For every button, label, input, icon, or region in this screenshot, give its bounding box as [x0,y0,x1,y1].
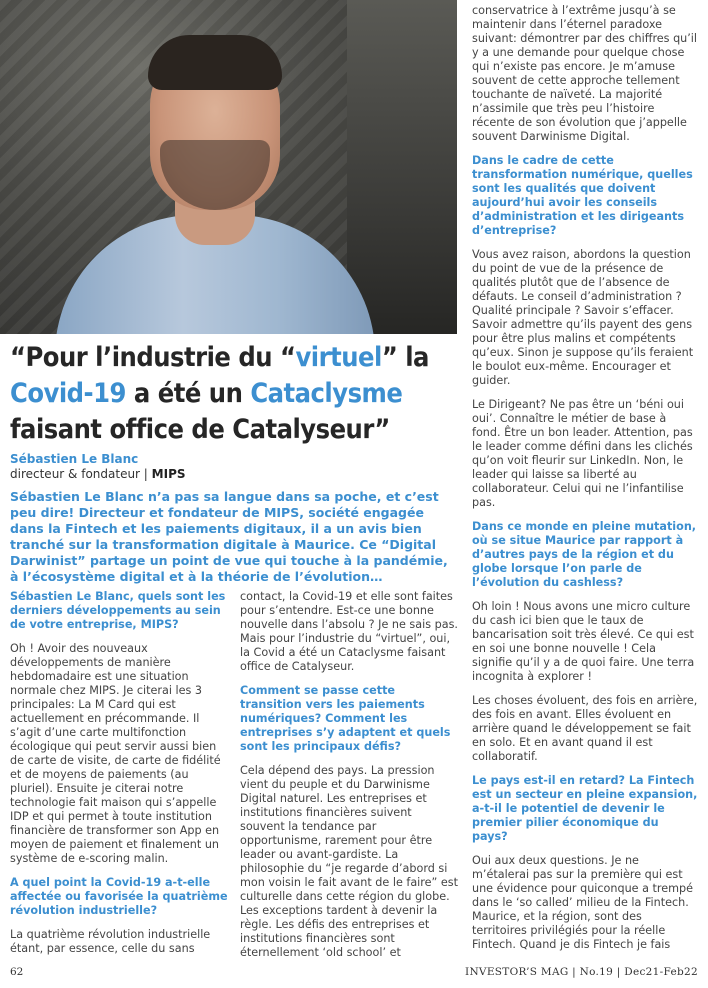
interview-answer: conservatrice à l’extrême jusqu’à se maintenir dans l’éternel paradoxe suivant: démontrer par des chiffres qu’il y a une demande pour quelque chose qui n’existe pas encore. Je m’amuse souvent de cette approche tellement touchante de naïveté. La majorité n’assimile que très peu l’histoire récente de son évolution que j’appelle souvent Darwinisme Digital. [472,4,698,143]
interview-answer: La quatrième révolution industrielle étant, par essence, celle du sans [10,928,211,955]
role-text: directeur & fondateur | [10,467,148,481]
interview-question: A quel point la Covid-19 a-t-elle affectée ou favorisée la quatrième révolution industrielle? [10,876,228,917]
interview-question: Comment se passe cette transition vers les paiements numériques? Comment les entreprises s’y adaptent et quels sont les principaux défis? [240,684,451,753]
title-part: faisant office de Catalyseur” [10,414,390,445]
title-part: a été un [125,378,251,409]
interview-answer: Cela dépend des pays. La pression vient du peuple et du Darwinisme Digital naturel. Les entreprises et institutions financières suivent souvent la tendance par opportunisme, rarement pour être leader ou avant-gardiste. La philosophie du “je regarde d’abord si mon voisin le fait avant de le faire” est culturelle dans cette région du globe. Les exceptions tardent à devenir la règle. Les défis des entreprises et institutions financières sont éternellement ‘old school’ et [240,764,458,959]
title-part: ” la [381,342,429,373]
column-3 [472,4,698,962]
page-number: 62 [10,966,24,978]
wall-shadow [347,0,457,334]
column-2 [240,590,458,970]
page-footer [0,962,708,982]
interview-answer: Oui aux deux questions. Je ne m’étalerai pas sur la première qui est une évidence pour quiconque a trempé dans le ‘so called’ milieu de la Fintech. Maurice, et la région, sont des territoires privilégiés pour la réelle Fintech. Quand je dis Fintech je fais [472,854,694,951]
interview-answer: Le Dirigeant? Ne pas être un ‘béni oui oui’. Connaître le métier de base à fond. Être un bon leader. Attention, pas le leader comme défini dans les clichés qu’on voit fleurir sur LinkedIn. Non, le leader qui laisse sa liberté au collaborateur. Celui qui ne l’infantilise pas. [472,398,693,509]
interview-answer: Les choses évoluent, des fois en arrière, des fois en avant. Elles évoluent en arrière quand le développement se fait en solo. Et en avant quand il est collaboratif. [472,694,698,763]
hair [148,35,282,90]
title-highlight-virtuel: virtuel [295,342,382,373]
title-highlight-cataclysme: Cataclysme [250,378,403,409]
company-name: MIPS [151,467,186,481]
magazine-issue: INVESTOR’S MAG | No.19 | Dec21-Feb22 [465,966,698,978]
article-intro: Sébastien Le Blanc n’a pas sa langue dans sa poche, et c’est peu dire! Directeur et fondateur de MIPS, société engagée dans la Fintech et les paiements digitaux, il a un avis bien tranché sur la transformation digitale à Maurice. Ce “Digital Darwinist” partage un point de vue qui touche à la pandémie, à l’écosystème digital et à la théorie de l’évolution… [10,489,448,584]
interview-question: Dans ce monde en pleine mutation, où se situe Maurice par rapport à d’autres pays de la région et du globe lorsque l’on parle de l’évolution du cashless? [472,520,697,589]
column-1 [10,590,228,966]
interview-answer: Oh ! Avoir des nouveaux développements de manière hebdomadaire est une situation normale chez MIPS. Je citerai les 3 principales: La M Card qui est actuellement en précommande. Il s’agit d’une carte multifonction écologique qui peut servir aussi bien de carte de visite, de carte de fidélité et de moyens de paiements (au pluriel). Ensuite je citerai notre technologie fait maison qui s’appelle IDP et qui permet à toute institution financière de transformer son App en moyen de paiement et finalement un système de e-scoring malin. [10,642,221,865]
interview-answer: contact, la Covid-19 et elle sont faites pour s’entendre. Est-ce une bonne nouvelle dans l’absolu ? Je ne sais pas. Mais pour l’industrie du “virtuel”, oui, la Covid a été un Cataclysme faisant office de Catalyseur. [240,590,458,673]
interview-question: Le pays est-il en retard? La Fintech est un secteur en pleine expansion, a-t-il le potentiel de devenir le premier pilier économique du pays? [472,774,698,843]
interview-question: Sébastien Le Blanc, quels sont les derniers développements au sein de votre entreprise, MIPS? [10,590,226,631]
portrait-photo [0,0,457,334]
author-name: Sébastien Le Blanc [10,452,139,466]
author-role [10,467,186,481]
title-highlight-covid: Covid-19 [10,378,126,409]
interview-answer: Vous avez raison, abordons la question du point de vue de la présence de qualités plutôt que de l’absence de défauts. Le conseil d’administration ? Qualité principale ? Savoir s’effacer. Savoir admettre qu’ils payent des gens pour être plus malins et compétents qu’eux. Sinon je suppose qu’ils feraient le boulot eux-même. Encourager et guider. [472,248,694,387]
article-title [10,340,460,448]
interview-question: Dans le cadre de cette transformation numérique, quelles sont les qualités que doivent aujourd’hui avoir les conseils d’administration et les dirigeants d’entreprise? [472,154,693,237]
interview-answer: Oh loin ! Nous avons une micro culture du cash ici bien que le taux de bancarisation soit très élevé. Ce qui est en soi une bonne nouvelle ! Cela signifie qu’il y a de quoi faire. Une terra incognita à explorer ! [472,600,695,683]
title-part: “Pour l’industrie du “ [10,342,296,373]
